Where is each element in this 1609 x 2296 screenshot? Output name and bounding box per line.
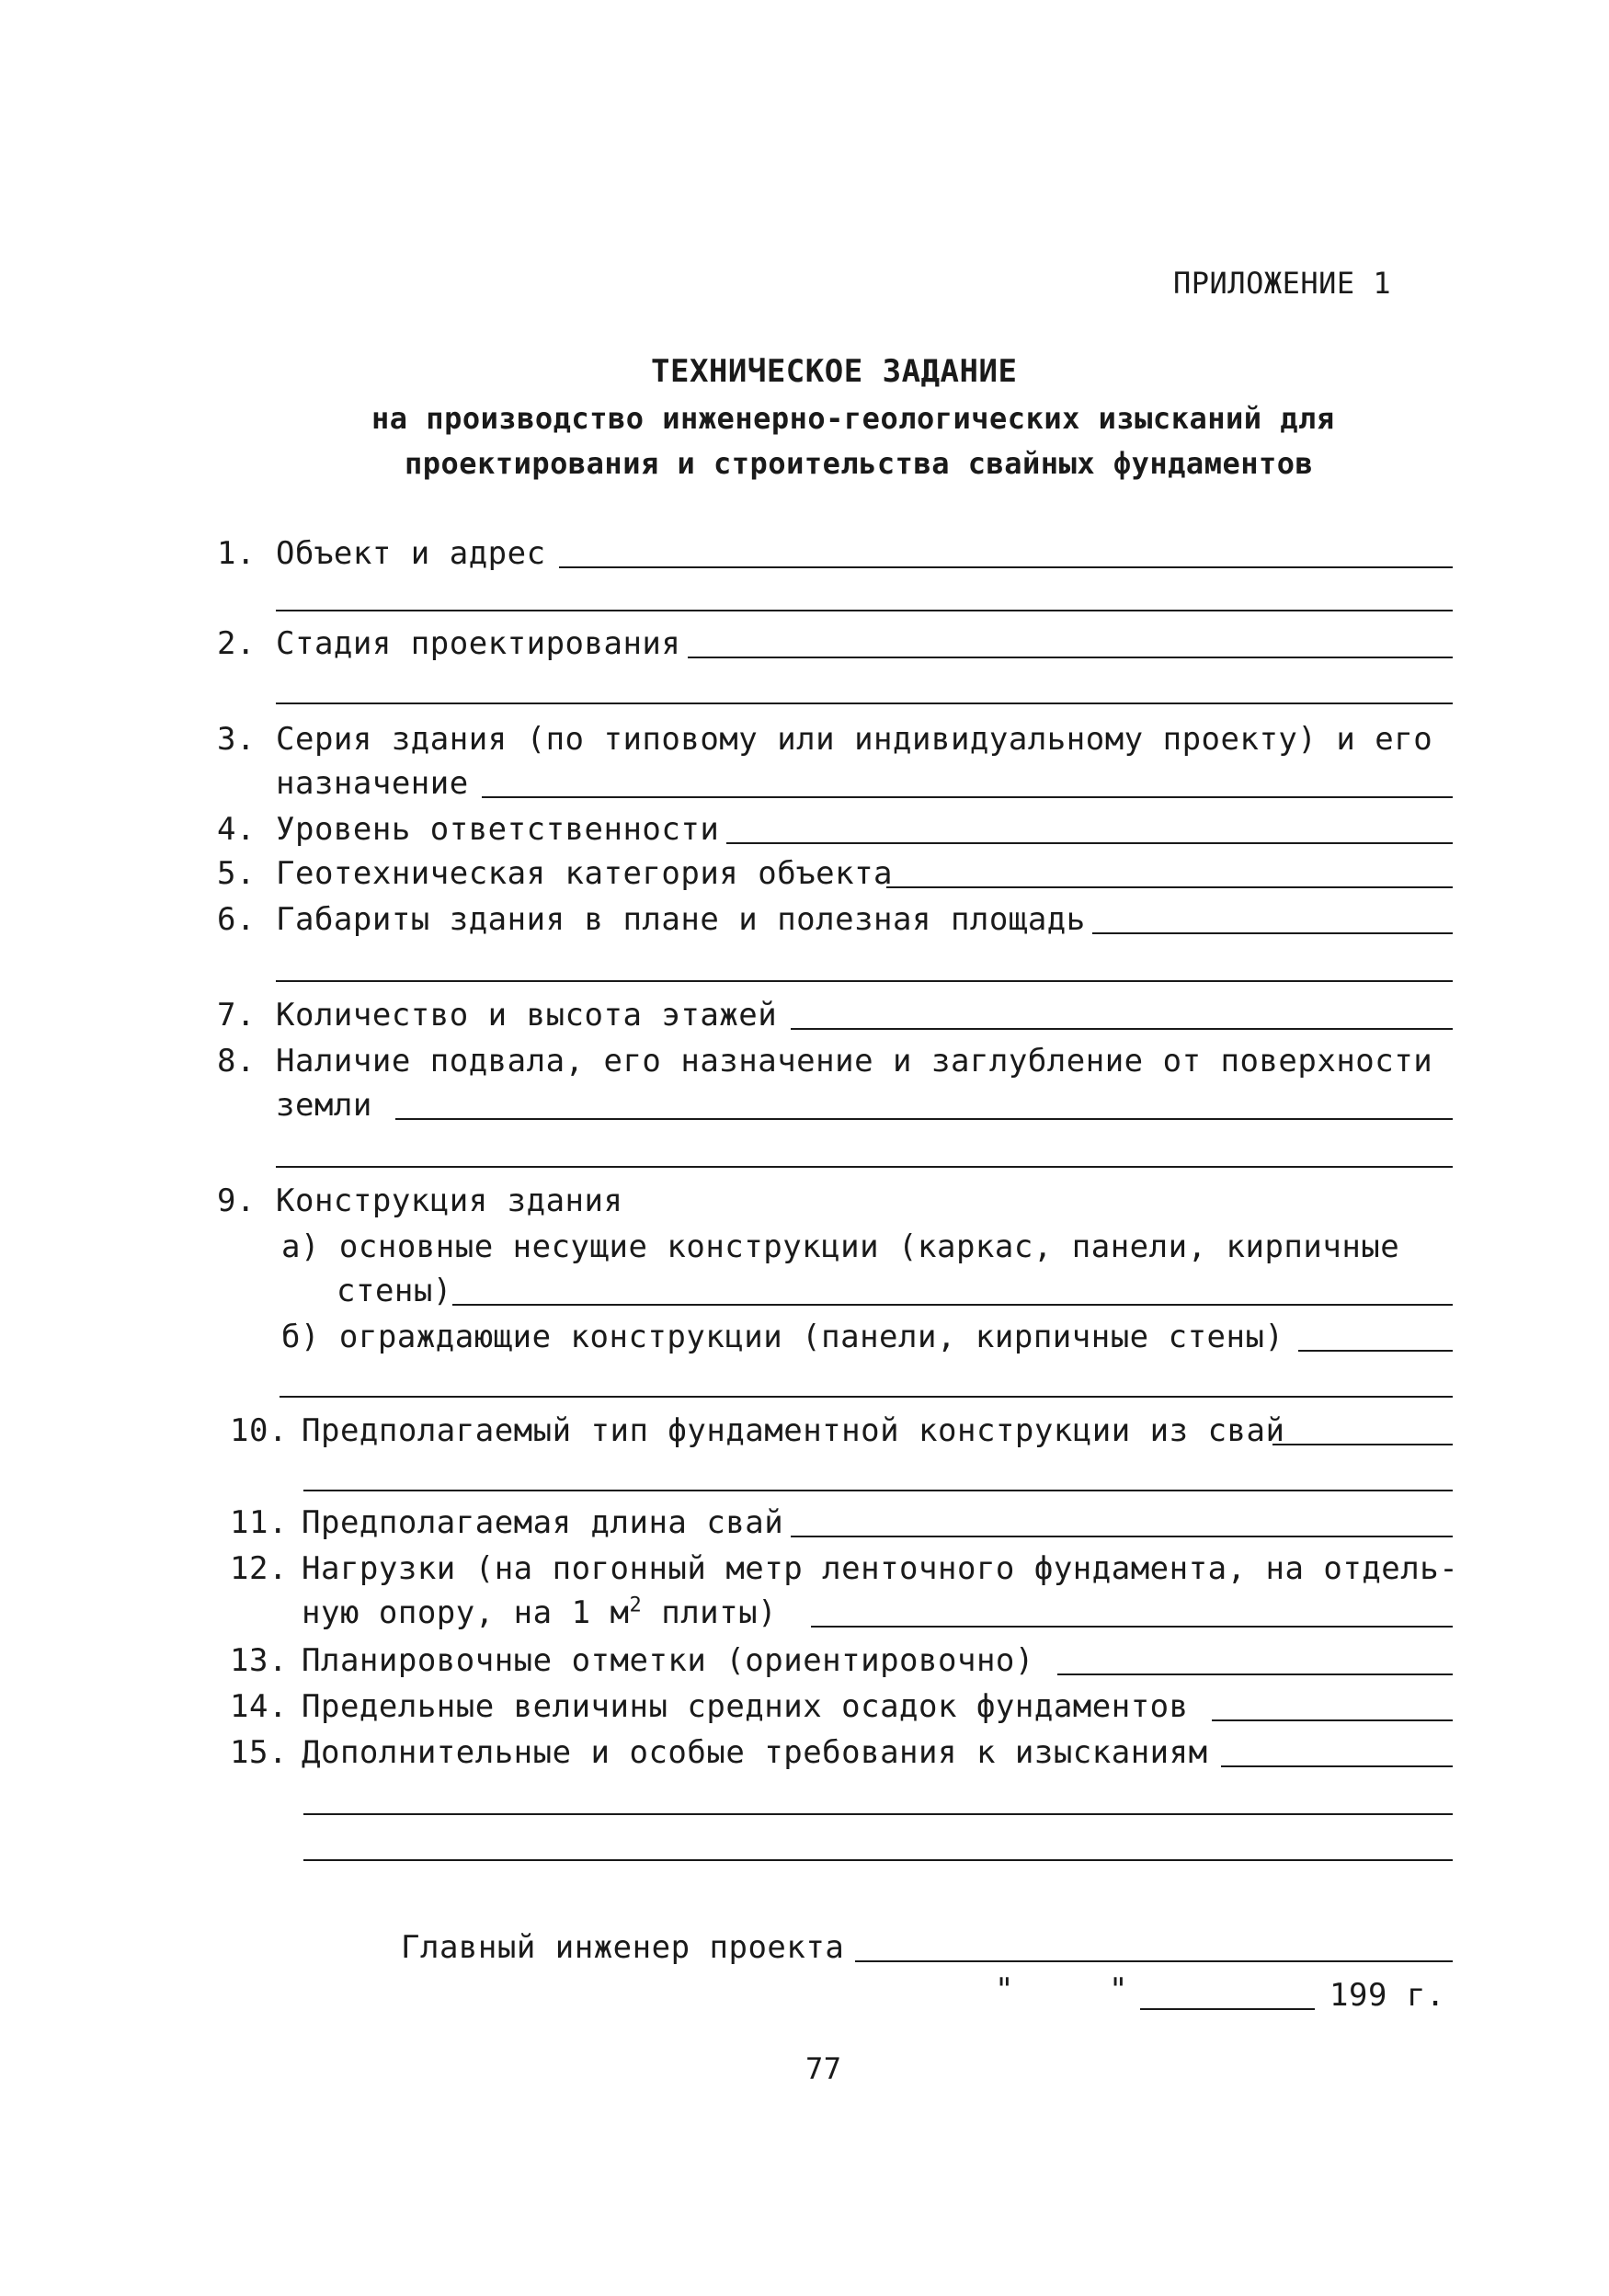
item-label-building-series: Серия здания (по типовому или индивидуальному проекту) и его [276,721,1433,758]
item-number-15: 15. [230,1734,288,1771]
item-number-14: 14. [230,1688,288,1725]
item-number-6: 6. [217,901,256,938]
document-subtitle-line-1: на производство инженерно-геологических изысканий для [371,401,1335,436]
item-number-4: 4. [217,811,256,848]
fill-line-load-bearing[interactable] [452,1304,1453,1306]
fill-line-chief-engineer[interactable] [855,1960,1453,1962]
fill-line-design-stage[interactable] [688,657,1453,658]
item-number-5: 5. [217,855,256,892]
item-number-3: 3. [217,721,256,758]
item-label-floors: Количество и высота этажей [276,997,778,1034]
item-label-basement: Наличие подвала, его назначение и заглубление от поверхности [276,1043,1433,1079]
item-label-enclosing: б) ограждающие конструкции (панели, кирпичные стены) [281,1319,1284,1355]
document-subtitle-line-2: проектирования и строительства свайных фундаментов [405,446,1314,481]
fill-line-settlement[interactable] [1212,1719,1453,1721]
item-number-2: 2. [217,625,256,662]
fill-line-basement[interactable] [395,1118,1453,1120]
fill-line-responsibility-level[interactable] [726,842,1453,844]
item-label-responsibility-level: Уровень ответственности [276,811,720,848]
fill-line-enclosing[interactable] [1298,1350,1453,1352]
date-year: 199 г. [1329,1977,1445,2014]
appendix-label: ПРИЛОЖЕНИЕ 1 [1173,266,1392,301]
fill-line-pile-length[interactable] [791,1536,1453,1537]
item-label-loads: Нагрузки (на погонный метр ленточного фундамента, на отдель- [302,1550,1459,1587]
item-label-design-stage: Стадия проектирования [276,625,681,662]
fill-line-loads[interactable] [811,1626,1453,1628]
item-number-13: 13. [230,1642,288,1679]
item-label-object-address: Объект и адрес [276,535,546,572]
fill-line-design-stage-2[interactable] [276,703,1453,704]
document-title: ТЕХНИЧЕСКОЕ ЗАДАНИЕ [651,353,1018,390]
fill-line-enclosing-2[interactable] [280,1396,1453,1398]
fill-line-basement-2[interactable] [276,1166,1453,1168]
item-number-10: 10. [230,1412,288,1449]
item-label-settlement: Предельные величины средних осадок фундаментов [302,1688,1189,1725]
item-label-purpose: назначение [276,765,469,802]
item-label-additional-requirements: Дополнительные и особые требования к изысканиям [302,1734,1208,1771]
fill-line-grade-marks[interactable] [1057,1673,1453,1675]
item-label-load-bearing: а) основные несущие конструкции (каркас, панели, кирпичные [281,1228,1400,1265]
item-label-pile-length: Предполагаемая длина свай [302,1504,784,1541]
fill-line-additional-requirements-3[interactable] [303,1859,1453,1861]
item-label-foundation-type: Предполагаемый тип фундаментной конструкции из свай [302,1412,1285,1449]
fill-line-object-address[interactable] [559,566,1453,568]
item-number-9: 9. [217,1182,256,1219]
item-label-walls: стены) [337,1273,452,1309]
fill-line-building-dimensions-2[interactable] [276,980,1453,982]
fill-line-building-dimensions[interactable] [1092,932,1453,934]
fill-line-foundation-type-2[interactable] [303,1490,1453,1491]
item-label-geotechnical-category: Геотехническая категория объекта [276,855,894,892]
fill-line-purpose[interactable] [482,796,1453,798]
fill-line-additional-requirements[interactable] [1221,1765,1453,1767]
fill-line-additional-requirements-2[interactable] [303,1813,1453,1815]
item-number-11: 11. [230,1504,288,1541]
item-label-grade-marks: Планировочные отметки (ориентировочно) [302,1642,1034,1679]
chief-engineer-label: Главный инженер проекта [401,1929,845,1966]
fill-line-geotechnical-category[interactable] [886,886,1453,888]
item-number-1: 1. [217,535,256,572]
item-number-8: 8. [217,1043,256,1079]
fill-line-floors[interactable] [791,1028,1453,1030]
item-label-ground: земли [276,1087,372,1124]
fill-line-date[interactable] [1140,2008,1315,2010]
page-number: 77 [805,2051,842,2086]
item-label-loads-cont: ную опору, на 1 $м^2$ плиты) [302,1593,778,1631]
date-quote-open: " [995,1971,1014,2008]
fill-line-foundation-type[interactable] [1272,1444,1453,1445]
item-label-building-dimensions: Габариты здания в плане и полезная площадь [276,901,1086,938]
date-quote-close: " [1109,1971,1128,2008]
item-label-construction: Конструкция здания [276,1182,623,1219]
item-number-12: 12. [230,1550,288,1587]
fill-line-object-address-2[interactable] [276,610,1453,611]
item-number-7: 7. [217,997,256,1034]
